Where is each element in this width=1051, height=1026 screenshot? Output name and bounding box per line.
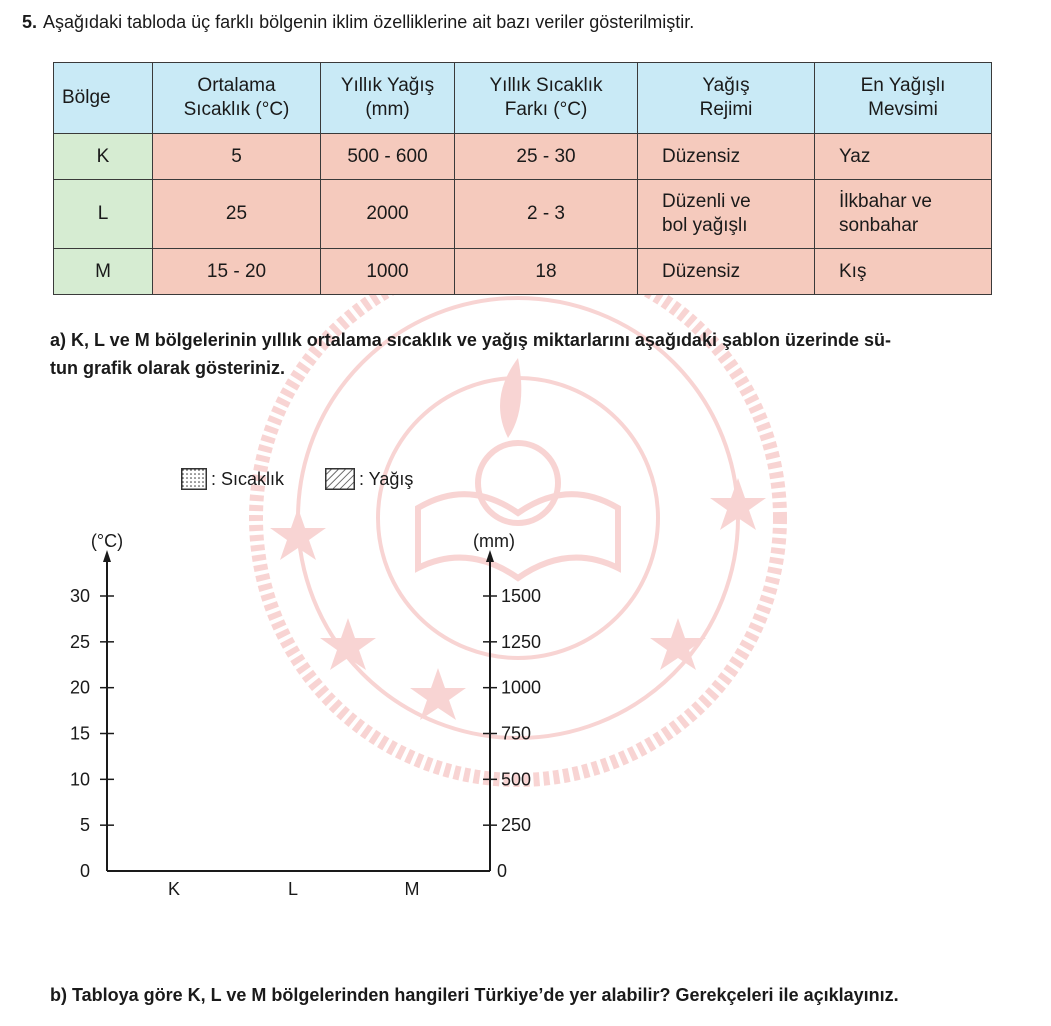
right-tick-label: 750 [501, 723, 532, 744]
right-tick-label: 1250 [501, 631, 542, 652]
part-a-line2: tun grafik olarak gösteriniz. [50, 358, 286, 378]
left-axis-label: (°C) [90, 531, 124, 551]
cell-regime [638, 180, 815, 249]
left-axis-arrow-icon [103, 550, 111, 562]
left-tick-label: 25 [69, 631, 90, 652]
header-region-label: Bölge [62, 87, 111, 108]
left-tick-label: 30 [69, 586, 90, 606]
cell-regime: Düzensiz [638, 134, 815, 180]
cell-season-line1: İlkbahar ve [839, 191, 932, 212]
right-tick-label: 250 [501, 815, 532, 836]
hatched-swatch-icon [325, 468, 355, 490]
part-b-text: b) Tabloya göre K, L ve M bölgelerinden hangileri Türkiye’de yer alabilir? Gerekçeleri ile açıklayınız. [50, 985, 899, 1005]
category-label: L [287, 879, 299, 899]
cell-avg-temp: 25 [153, 180, 321, 249]
category-label: K [167, 879, 181, 899]
right-tick-label: 0 [497, 861, 508, 881]
header-range-line1: Yıllık Sıcaklık [489, 75, 603, 96]
header-precip-line1: Yıllık Yağış [340, 75, 435, 96]
cell-avg-temp: 5 [153, 134, 321, 180]
left-tick-label: 5 [79, 815, 90, 836]
table-header-row [54, 63, 992, 134]
right-tick-label: 500 [501, 769, 532, 790]
left-tick-label: 0 [79, 861, 90, 881]
left-tick-label: 10 [69, 769, 90, 790]
left-tick-label: 20 [69, 677, 90, 698]
right-tick-label: 1500 [501, 586, 542, 606]
header-range-line2: Farkı (°C) [504, 99, 588, 120]
header-temp-range [455, 63, 638, 134]
header-precip [321, 63, 455, 134]
table-row [54, 180, 992, 249]
part-a-line1: a) K, L ve M bölgelerinin yıllık ortalama sıcaklık ve yağış miktarlarını aşağıdaki şablon üzerinde sü- [50, 330, 891, 350]
header-avg-temp-line2: Sıcaklık (°C) [183, 99, 290, 120]
header-precip-line2: (mm) [365, 99, 410, 120]
left-tick-label: 15 [69, 723, 90, 744]
cell-precip: 2000 [321, 180, 455, 249]
empty-bar-chart-template [0, 520, 1051, 900]
right-axis-label: (mm) [473, 531, 515, 551]
cell-season: Kış [815, 249, 992, 295]
part-a-text [50, 326, 891, 382]
table-row [54, 249, 992, 295]
cell-precip: 1000 [321, 249, 455, 295]
header-season-line1: En Yağışlı [860, 75, 946, 96]
cell-regime-line2: bol yağışlı [662, 215, 748, 236]
header-regime-line2: Rejimi [699, 99, 753, 120]
table-row [54, 134, 992, 180]
cell-season-line2: sonbahar [839, 215, 919, 236]
cell-avg-temp: 15 - 20 [153, 249, 321, 295]
right-tick-label: 1000 [501, 677, 542, 698]
cell-precip: 500 - 600 [321, 134, 455, 180]
cell-regime-line1: Düzenli ve [662, 191, 751, 212]
cell-temp-range: 2 - 3 [455, 180, 638, 249]
dotted-swatch-icon [181, 468, 207, 490]
legend-precipitation [325, 468, 413, 490]
header-regime [638, 63, 815, 134]
cell-region: K [54, 134, 153, 180]
question-text: Aşağıdaki tabloda üç farklı bölgenin iklim özelliklerine ait bazı veriler gösterilmiştir. [43, 12, 695, 32]
legend-precipitation-label: : Yağış [359, 468, 414, 489]
header-season [815, 63, 992, 134]
cell-season: Yaz [815, 134, 992, 180]
header-region [54, 63, 153, 134]
header-season-line2: Mevsimi [868, 99, 938, 120]
question-heading [22, 12, 694, 33]
header-avg-temp [153, 63, 321, 134]
cell-season [815, 180, 992, 249]
header-regime-line1: Yağış [702, 75, 750, 96]
legend-temperature [181, 468, 284, 490]
question-number: 5. [22, 12, 38, 32]
header-avg-temp-line1: Ortalama [197, 75, 276, 96]
category-label: M [404, 879, 420, 899]
legend-temperature-label: : Sıcaklık [211, 468, 285, 489]
cell-region: M [54, 249, 153, 295]
cell-region: L [54, 180, 153, 249]
cell-temp-range: 25 - 30 [455, 134, 638, 180]
climate-table [53, 62, 992, 295]
cell-temp-range: 18 [455, 249, 638, 295]
right-axis-arrow-icon [486, 550, 494, 562]
cell-regime: Düzensiz [638, 249, 815, 295]
